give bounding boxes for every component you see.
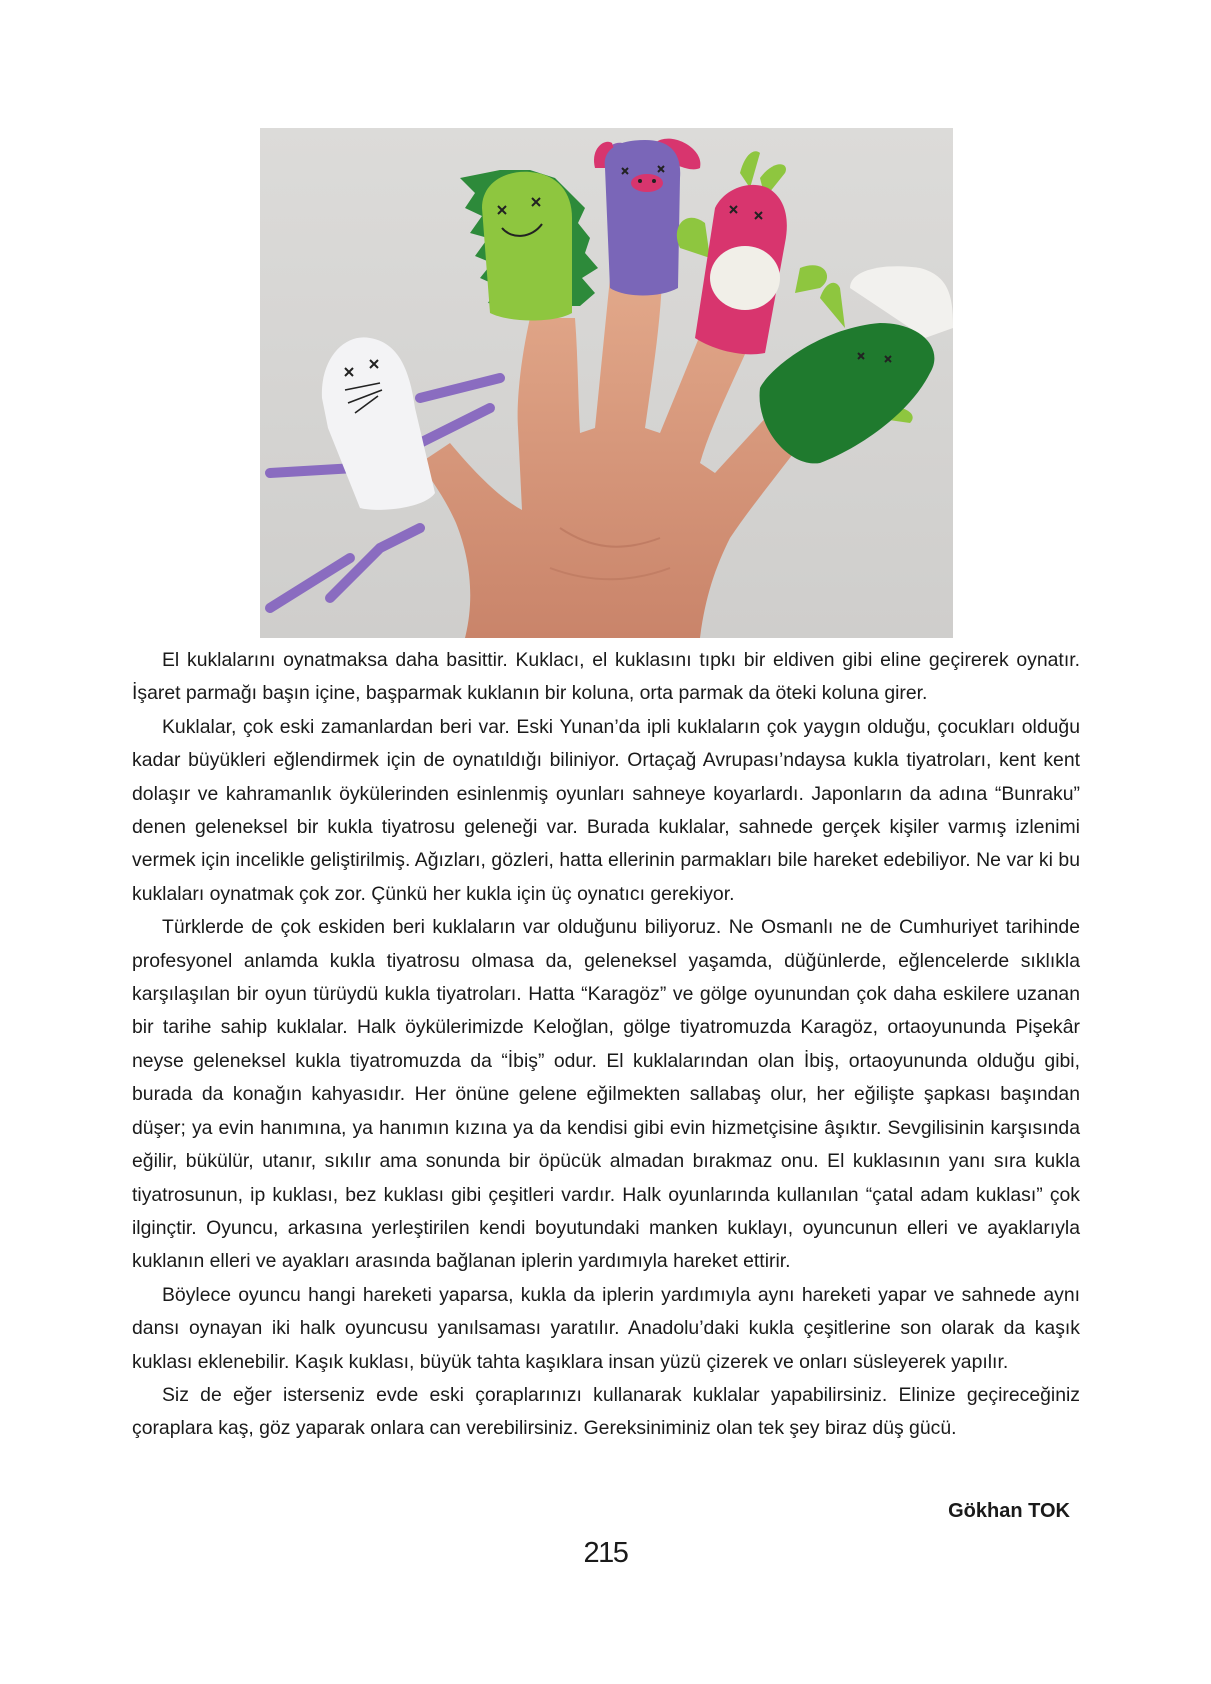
author-name: Gökhan TOK — [948, 1500, 1070, 1522]
finger-puppets-photo — [260, 128, 953, 638]
page-number: 215 — [583, 1537, 628, 1569]
paragraph: Siz de eğer isterseniz evde eski çoraplarınızı kullanarak kuklalar yapabilirsiniz. Elinize geçireceğiniz çoraplara kaş, göz yaparak onlara can verebilirsiniz. Gereksiniminiz olan tek şey biraz düş gücü. — [132, 1383, 1080, 1440]
paragraph: Böylece oyuncu hangi hareketi yaparsa, kukla da iplerin yardımıyla aynı hareketi yapar ve sahnede aynı dansı oynayan iki halk oyuncusu yanılsaması yaratılır. Anadolu’daki kukla çeşitlerine son olarak da kaşık kuklası eklenebilir. Kaşık kuklası, büyük tahta kaşıklara insan yüzü çizerek ve onları süsleyerek yapılır. — [132, 1283, 1080, 1373]
paragraph: Türklerde de çok eskiden beri kuklaların var olduğunu biliyoruz. Ne Osmanlı ne de Cumhuriyet tarihinde profesyonel anlamda kukla tiyatrosu olmasa da, geleneksel yaşamda, düğünlerde, eğlencelerde sıklıkla karşılaşılan bir oyun türüydü kukla tiyatroları. Hatta “Karagöz” ve gölge oyunundan çok daha eskilere uzanan bir tarihe sahip kuklalar. Halk öykülerimizde Keloğlan, gölge tiyatromuzda Karagöz, ortaoyununda Pişekâr neyse geleneksel kukla tiyatromuzda da “İbiş” odur. El kuklalarından olan İbiş, ortaoyununda olduğu gibi, burada da konağın kahyasıdır. Her önüne gelene eğilmekten sallabaş olur, her eğilişte şapkası başından düşer; ya evin hanımına, ya hanımın kızına ya da kendisi gibi evin hizmetçisine âşıktır. Sevgilisinin karşısında eğilir, bükülür, utanır, sıkılır ama sonunda bir öpücük almadan bırakmaz onu. El kuklasının yanı sıra kukla tiyatrosunun, ip kuklası, bez kuklası gibi çeşitleri vardır. Halk oyunlarında kullanılan “çatal adam kuklası” çok ilginçtir. Oyuncu, arkasına yerleştirilen kendi boyutundaki manken kuklayı, oyuncunun elleri ve ayaklarıyla kuklanın elleri ve ayakları arasında bağlanan iplerin yardımıyla hareket ettirir. — [132, 916, 1080, 1273]
paragraph: El kuklalarını oynatmaksa daha basittir. Kuklacı, el kuklasını tıpkı bir eldiven gibi eline geçirerek oynatır. İşaret parmağı başın içine, başparmak kuklanın bir koluna, orta parmak da öteki koluna girer. — [132, 649, 1080, 705]
article-body — [132, 644, 1080, 1446]
paragraph: Kuklalar, çok eski zamanlardan beri var. Eski Yunan’da ipli kuklaların çok yaygın olduğu, çocukları olduğu kadar büyükleri eğlendirmek için de oynatıldığı biliniyor. Ortaçağ Avrupası’ndaysa kukla tiyatroları, kent kent dolaşır ve kahramanlık öykülerinden esinlenmiş oyunları sahneye koyarlardı. Japonların da adına “Bunraku” denen geleneksel bir kukla tiyatrosu geleneği var. Burada kuklalar, sahnede gerçek kişiler varmış izlenimi vermek için incelikle geliştirilmiş. Ağızları, gözleri, hatta ellerinin parmakları bile hareket edebiliyor. Ne var ki bu kuklaları oynatmak çok zor. Çünkü her kukla için üç oynatıcı gerekiyor. — [132, 715, 1080, 905]
